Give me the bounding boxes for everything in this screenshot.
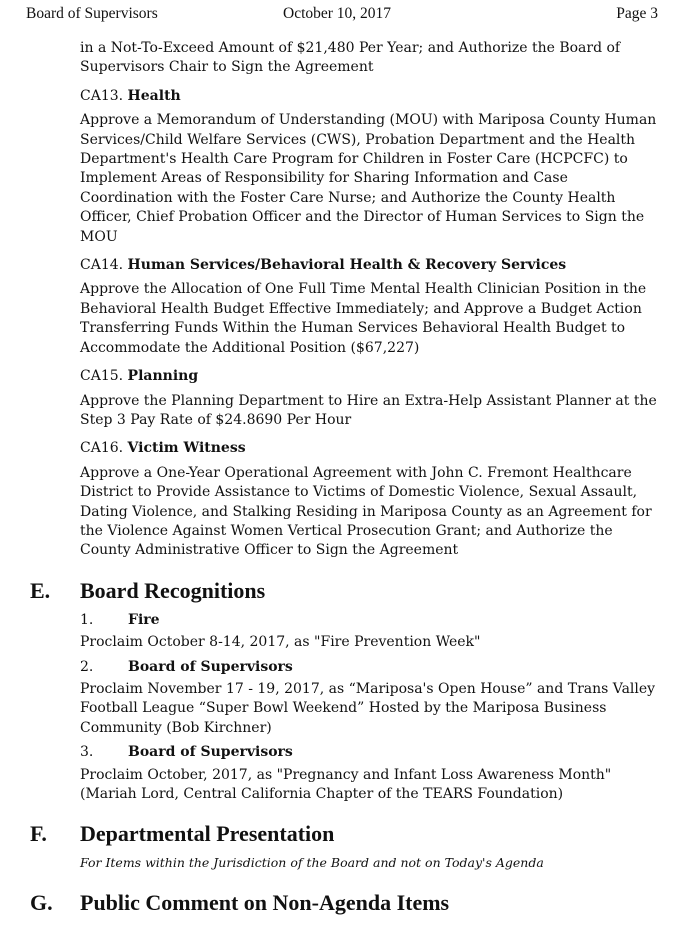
- item-number: CA13.: [80, 87, 124, 104]
- item-number: CA15.: [80, 368, 124, 385]
- consent-item-ca14: [80, 256, 660, 358]
- page-header: [0, 4, 680, 24]
- item-heading: [80, 87, 660, 106]
- item-number: CA16.: [80, 440, 124, 457]
- section-title: Departmental Presentation: [80, 821, 335, 847]
- recognition-title: Fire: [128, 611, 160, 628]
- recognition-title: Board of Supervisors: [128, 744, 293, 761]
- section-title: Board Recognitions: [80, 577, 266, 603]
- item-department: Victim Witness: [127, 440, 246, 457]
- consent-item-ca16: [80, 439, 660, 560]
- section-letter: E.: [30, 577, 51, 603]
- recognition-heading: [80, 743, 660, 762]
- recognition-description: Proclaim October 8-14, 2017, as "Fire Prevention Week": [80, 634, 481, 651]
- item-heading: [80, 367, 660, 386]
- item-description: Approve a One-Year Operational Agreement with John C. Fremont Healthcare District to Provide Assistance to Victims of Domestic Violence, Sexual Assault, Dating Violence, and Stalking Residing in Mariposa County as an Agreement for the Violence Against Women Vertical Prosecution Grant; and Authorize the County Administrative Officer to Sign the Agreement: [80, 464, 652, 559]
- recognition-number: 3.: [80, 744, 94, 761]
- item-description: Approve the Planning Department to Hire an Extra-Help Assistant Planner at the Step 3 Pay Rate of $24.8690 Per Hour: [80, 392, 657, 428]
- section-e-heading: [30, 576, 660, 606]
- header-date: October 10, 2017: [283, 5, 392, 22]
- continued-item-text: in a Not-To-Exceed Amount of $21,480 Per Year; and Authorize the Board of Supervisors Chair to Sign the Agreement: [80, 40, 621, 76]
- recognition-description: Proclaim October, 2017, as "Pregnancy and Infant Loss Awareness Month" (Mariah Lord, Central California Chapter of the TEARS Foundation): [80, 766, 612, 802]
- section-letter: F.: [30, 821, 47, 847]
- consent-item-ca15: [80, 367, 660, 430]
- recognition-description: Proclaim November 17 - 19, 2017, as “Mariposa's Open House” and Trans Valley Football League “Super Bowl Weekend” Hosted by the Mariposa Business Community (Bob Kirchner): [80, 680, 656, 736]
- recognition-item-3: [80, 743, 660, 804]
- section-title: Public Comment on Non-Agenda Items: [80, 889, 450, 915]
- section-g-heading: [30, 888, 660, 918]
- item-department: Planning: [127, 368, 199, 385]
- recognition-item-1: [80, 611, 660, 653]
- item-department: Health: [127, 87, 181, 104]
- recognition-heading: [80, 658, 660, 677]
- header-board-name: Board of Supervisors: [26, 5, 158, 22]
- recognition-heading: [80, 611, 660, 630]
- item-heading: [80, 256, 660, 275]
- section-note: For Items within the Jurisdiction of the Board and not on Today's Agenda: [80, 855, 544, 871]
- recognition-title: Board of Supervisors: [128, 658, 293, 675]
- item-department: Human Services/Behavioral Health & Recovery Services: [127, 257, 567, 274]
- recognition-number: 2.: [80, 658, 94, 675]
- header-page-number: Page 3: [616, 5, 658, 22]
- item-heading: [80, 439, 660, 458]
- item-description: Approve a Memorandum of Understanding (MOU) with Mariposa County Human Services/Child Welfare Services (CWS), Probation Department and the Health Department's Health Care Program for Children in Foster Care (HCPCFC) to Implement Areas of Responsibility for Sharing Information and Case Coordination with the Foster Care Nurse; and Authorize the County Health Officer, Chief Probation Officer and the Director of Human Services to Sign the MOU: [80, 112, 657, 245]
- item-number: CA14.: [80, 257, 124, 274]
- section-letter: G.: [30, 889, 53, 915]
- section-f-heading: [30, 819, 660, 849]
- consent-item-ca13: [80, 87, 660, 247]
- agenda-content: [30, 39, 660, 918]
- recognition-item-2: [80, 658, 660, 739]
- recognition-number: 1.: [80, 611, 94, 628]
- item-description: Approve the Allocation of One Full Time Mental Health Clinician Position in the Behavioral Health Budget Effective Immediately; and Approve a Budget Action Transferring Funds Within the Human Services Behavioral Health Budget to Accommodate the Additional Position ($67,227): [80, 281, 647, 356]
